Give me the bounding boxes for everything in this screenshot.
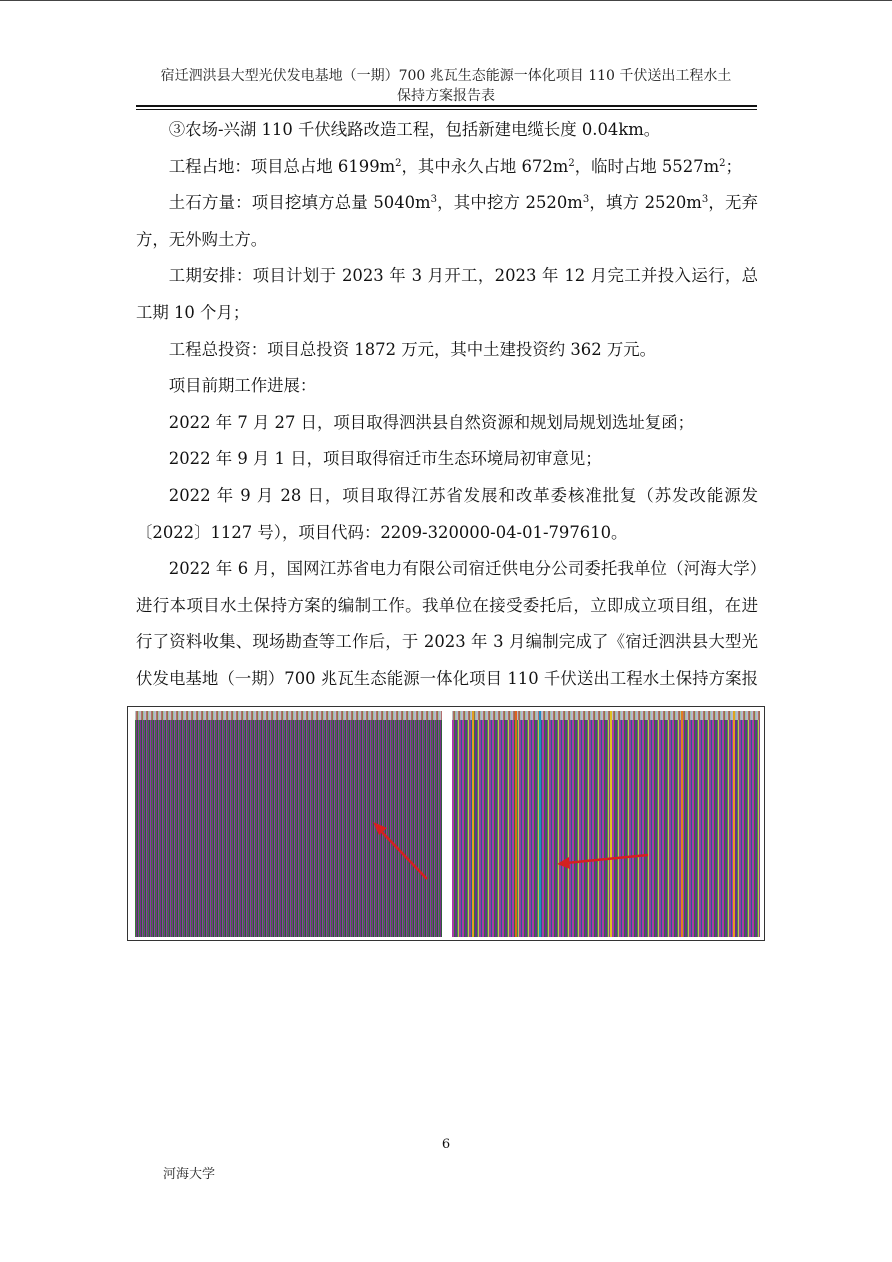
paragraph-commission: 2022 年 6 月，国网江苏省电力有限公司宿迁供电分公司委托我单位（河海大学）进行本项目水土保持方案的编制工作。我单位在接受委托后，立即成立项目组，在进行了资料收集、现场勘查等工作后，于 2023 年 3 月编制完成了《宿迁泗洪县大型光伏发电基地（一期）700 兆瓦生态能源一体化项目 110 千伏送出工程水土保持方案报	[136, 559, 758, 688]
paragraph-land-use: 工程占地：项目总占地 $6199m^2$，其中永久占地 $672m^2$，临时占地 $5527m^2$；	[168, 156, 742, 176]
running-header	[128, 66, 764, 106]
site-photo-right	[452, 711, 760, 937]
site-photo-left	[135, 711, 442, 937]
site-photo-frame	[127, 706, 765, 941]
paragraph-investment: 工程总投资：项目总投资 1872 万元，其中土建投资约 362 万元。	[168, 339, 657, 359]
header-rule-secondary	[136, 109, 757, 110]
paragraph-progress-heading: 项目前期工作进展：	[168, 376, 317, 396]
location-arrow-right	[452, 711, 760, 937]
paragraph-progress-2: 2022 年 9 月 1 日，项目取得宿迁市生态环境局初审意见；	[168, 449, 602, 469]
body-text	[136, 112, 758, 734]
paragraph-earthwork: 土石方量：项目挖填方总量 $5040m^3$，其中挖方 $2520m^3$，填方 $2520m^3$，无弃方，无外购土方。	[136, 193, 758, 249]
paragraph-progress-3: 2022 年 9 月 28 日，项目取得江苏省发展和改革委核准批复（苏发改能源发〔2022〕1127 号），项目代码：2209-320000-04-01-797610。	[136, 485, 758, 542]
paragraph-progress-1: 2022 年 7 月 27 日，项目取得泗洪县自然资源和规划局规划选址复函；	[168, 412, 694, 432]
header-title-line2: 保持方案报告表	[397, 88, 495, 104]
paragraph-schedule: 工期安排：项目计划于 2023 年 3 月开工，2023 年 12 月完工并投入运行，总工期 10 个月；	[136, 266, 758, 322]
page-top-border	[0, 0, 892, 1]
header-rule	[136, 105, 757, 107]
page-number: 6	[441, 1137, 451, 1152]
footer-organization: 河海大学	[163, 1167, 216, 1182]
location-arrow-left	[135, 711, 442, 937]
paragraph-cable-works: ③农场-兴湖 110 千伏线路改造工程，包括新建电缆长度 0.04km。	[168, 120, 661, 139]
header-title-line1: 宿迁泗洪县大型光伏发电基地（一期）700 兆瓦生态能源一体化项目 110 千伏送出工程水土	[160, 68, 732, 84]
